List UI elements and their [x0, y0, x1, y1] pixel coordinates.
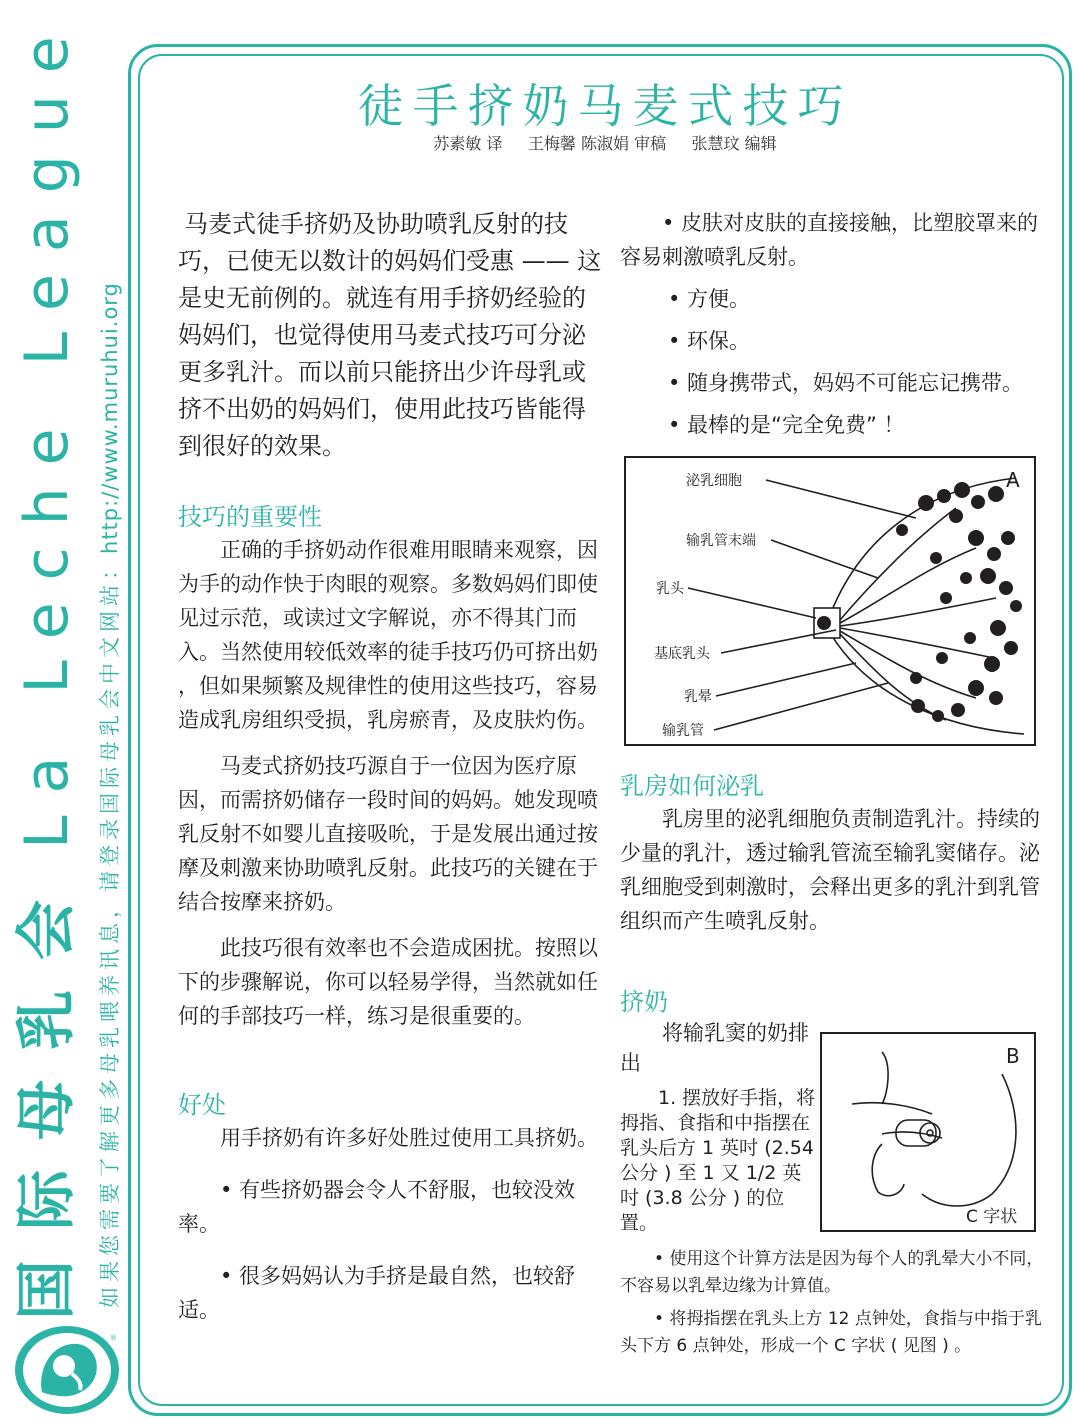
right-column-top — [620, 206, 1044, 442]
express-step-1: 1. 摆放好手指，将拇指、食指和中指摆在乳头后方 1 英吋 (2.54 公分 ) 至 1 又 1/2 英吋 (3.8 公分 ) 的位置。 — [620, 1087, 816, 1234]
side-title-en: La Leche League — [12, 14, 82, 849]
figure-b-caption: C 字状 — [966, 1207, 1018, 1227]
side-banner-title — [12, 14, 82, 1320]
right-column-express — [620, 986, 816, 1236]
figure-a-label-5: 乳晕 — [684, 689, 712, 705]
figure-b-letter: B — [1006, 1044, 1020, 1068]
benefit-item-6: • 随身携带式，妈妈不可能忘记携带。 — [668, 371, 1024, 395]
heading-lactation: 乳房如何泌乳 — [620, 772, 764, 800]
c-hold-diagram — [822, 1034, 1034, 1230]
importance-paragraph-1: 正确的手挤奶动作很难用眼睛来观察，因为手的动作快于肉眼的观察。多数妈妈们即使见过示范，或读过文字解说，亦不得其门而入。当然使用较低效率的徒手技巧仍可挤出奶 ，但如果频繁及规律性的使用这些技巧，容易造成乳房组织受损，乳房瘀青，及皮肤灼伤。 — [178, 538, 598, 732]
importance-paragraph-2: 马麦式挤奶技巧源自于一位因为医疗原因，而需挤奶储存一段时间的妈妈。她发现喷乳反射不如婴儿直接吸吮，于是发展出通过按摩及刺激来协助喷乳反射。此技巧的关键在于结合按摩来挤奶。 — [178, 754, 598, 914]
intro-paragraph: 马麦式徒手挤奶及协助喷乳反射的技巧，已使无以数计的妈妈们受惠 —— 这是史无前例的。就连有用手挤奶经验的妈妈们，也觉得使用马麦式技巧可分泌更多乳汁。而以前只能挤出少许母乳或挤不出奶的妈妈们，使用此技巧皆能得到很好的效果。 — [178, 210, 602, 460]
side-subtitle-text: 如果您需要了解更多母乳喂养讯息，请登录国际母乳会中文网站： — [98, 554, 122, 1308]
lll-logo-icon — [12, 1322, 122, 1418]
benefit-item-7: • 最棒的是“完全免费” ！ — [668, 413, 905, 437]
svg-text:®: ® — [110, 1334, 117, 1342]
benefit-item-4: • 方便。 — [668, 287, 751, 311]
benefit-item-5: • 环保。 — [668, 329, 751, 353]
side-url-link[interactable]: http://www.muruhui.org — [98, 282, 122, 554]
heading-importance: 技巧的重要性 — [178, 503, 322, 531]
right-column-notes — [620, 1246, 1044, 1360]
benefit-item-3: • 皮肤对皮肤的直接接触，比塑胶罩来的容易刺激喷乳反射。 — [620, 211, 1039, 269]
side-title-cn: 国际母乳会 — [12, 870, 82, 1320]
right-column-lactation — [620, 770, 1044, 938]
express-note-2: • 将拇指摆在乳头上方 12 点钟处，食指与中指于乳头下方 6 点钟处，形成一个 C 字状 ( 见图 ) 。 — [620, 1309, 1042, 1356]
express-note-1: • 使用这个计算方法是因为每个人的乳晕大小不同，不容易以乳晕边缘为计算值。 — [620, 1249, 1044, 1296]
page-title: 徒手挤奶马麦式技巧 — [357, 79, 853, 133]
left-column — [178, 206, 606, 1327]
page-credits: 苏素敏 译 王梅馨 陈淑娟 审稿 张慧玟 编辑 — [433, 134, 777, 153]
figure-a-label-1: 泌乳细胞 — [686, 473, 742, 489]
figure-a-letter: A — [1006, 468, 1020, 492]
benefits-paragraph: 用手挤奶有许多好处胜过使用工具挤奶。 — [220, 1126, 598, 1150]
figure-a-label-2: 输乳管末端 — [686, 533, 756, 549]
figure-a-label-3: 乳头 — [656, 581, 684, 597]
benefit-item-2: • 很多妈妈认为手挤是最自然，也较舒适。 — [178, 1264, 576, 1322]
figure-a-breast-anatomy — [624, 456, 1036, 746]
side-banner-subtitle — [92, 38, 128, 1308]
benefit-item-1: • 有些挤奶器会令人不舒服，也较没效率。 — [178, 1178, 576, 1236]
heading-benefits: 好处 — [178, 1091, 226, 1119]
importance-paragraph-3: 此技巧很有效率也不会造成困扰。按照以下的步骤解说，你可以轻易学得，当然就如任何的手部技巧一样，练习是很重要的。 — [178, 936, 598, 1028]
figure-a-label-6: 输乳管 — [662, 723, 704, 739]
figure-a-label-4: 基底乳头 — [654, 646, 710, 662]
heading-express: 挤奶 — [620, 988, 668, 1016]
lactation-paragraph: 乳房里的泌乳细胞负责制造乳汁。持续的少量的乳汁，透过输乳管流至输乳窦储存。泌乳细胞受到刺激时，会释出更多的乳汁到乳管组织而产生喷乳反射。 — [620, 807, 1040, 933]
figure-b-c-hold — [820, 1032, 1036, 1232]
express-subtitle: 将输乳窦的奶排出 — [620, 1021, 809, 1075]
